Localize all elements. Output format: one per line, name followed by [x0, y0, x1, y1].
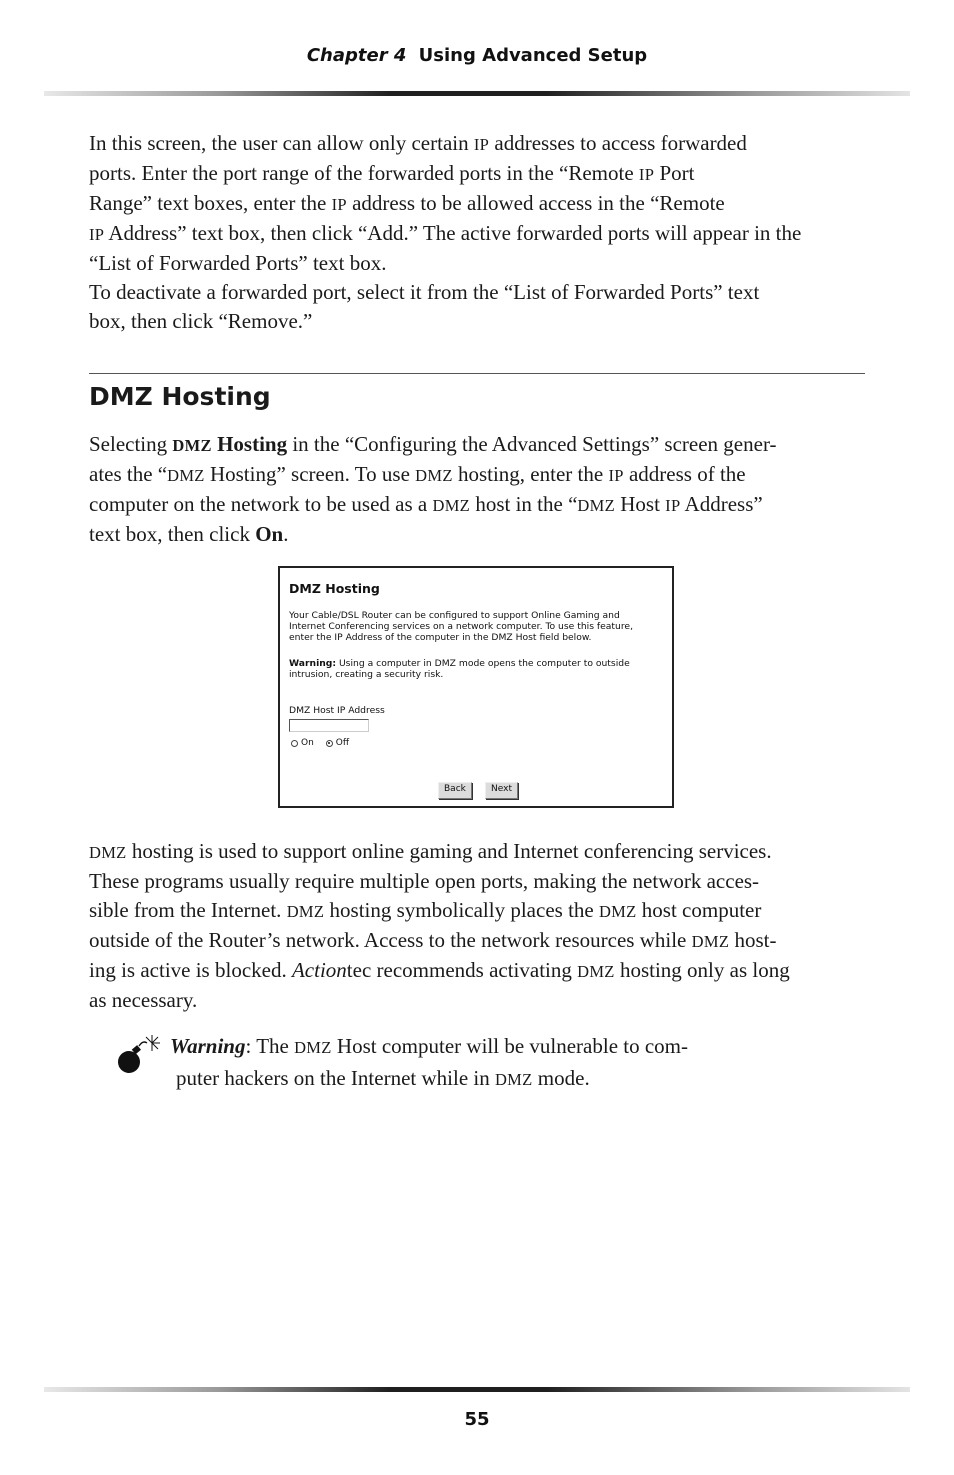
text-run: To deactivate a forwarded port, select it from the “List of Forwarded Ports” text [89, 280, 760, 304]
text-run: Host [614, 492, 666, 516]
dmz-hosting-screenshot [278, 566, 674, 808]
warning-label: Warning [170, 1034, 246, 1058]
text-run: host computer [636, 898, 762, 922]
warning-note [170, 1031, 790, 1095]
text-run: Warning: [289, 658, 337, 669]
text-run: DMZ [432, 496, 471, 515]
text-run: On [255, 522, 284, 546]
chapter-title: Using Advanced Setup [418, 45, 648, 66]
text-run: addresses to access forwarded [489, 131, 747, 155]
text-run: enter the IP Address of the computer in the DMZ Host field below. [289, 632, 592, 643]
dmz-body-text [89, 837, 869, 1015]
page-header [0, 45, 954, 66]
next-button[interactable]: Next [485, 782, 518, 799]
page-number: 55 [464, 1409, 490, 1430]
radio-off-label: Off [335, 738, 350, 748]
text-run: intrusion, creating a security risk. [289, 669, 444, 680]
text-run: IP [89, 225, 105, 244]
text-run: IP [638, 165, 655, 184]
text-run: “List of Forwarded Ports” text box. [89, 251, 387, 275]
section-title: DMZ Hosting [89, 382, 271, 411]
text-run: as necessary. [89, 988, 198, 1012]
text-run: hosting only as long [614, 958, 790, 982]
radio-on[interactable] [291, 740, 298, 747]
text-run: DMZ [172, 436, 212, 455]
text-run: hosting, enter the [452, 462, 609, 486]
text-run: host in the “ [470, 492, 578, 516]
text-run: computer on the network to be used as a [89, 492, 433, 516]
text-run: IP [331, 195, 347, 214]
text-run: Hosting [211, 432, 288, 456]
text-run: DMZ [577, 962, 615, 981]
footer-rule [44, 1387, 910, 1392]
text-run: DMZ [286, 902, 325, 921]
text-run: ports. Enter the port range of the forwarded ports in the “Remote [89, 161, 639, 185]
text-run: Hosting” screen. To use [204, 462, 416, 486]
back-button[interactable]: Back [438, 782, 472, 799]
bomb-icon [116, 1034, 164, 1076]
text-run: These programs usually require multiple open ports, making the network acces- [89, 869, 760, 893]
text-run: Action [291, 958, 347, 982]
text-run: DMZ [294, 1038, 332, 1057]
section-divider [89, 373, 865, 374]
text-run: DMZ [415, 466, 453, 485]
on-off-radio-group [291, 738, 349, 748]
text-run: ing is active is blocked. [89, 958, 292, 982]
text-run: DMZ [494, 1070, 533, 1089]
text-run: IP [473, 135, 490, 154]
dmz-host-ip-input[interactable] [289, 719, 369, 732]
screenshot-description [289, 610, 661, 643]
text-run: Port [654, 161, 695, 185]
text-run: IP [608, 466, 624, 485]
text-run: Your Cable/DSL Router can be configured to support Online Gaming and [289, 610, 620, 621]
text-run: Range” text boxes, enter the [89, 191, 332, 215]
intro-paragraph-2 [89, 278, 869, 336]
text-run: sible from the Internet. [89, 898, 287, 922]
text-run: Selecting [89, 432, 173, 456]
screenshot-title: DMZ Hosting [289, 581, 380, 596]
text-run: in the “Configuring the Advanced Settings” screen gener- [287, 432, 777, 456]
text-run: mode. [532, 1066, 590, 1090]
text-run: . [283, 522, 289, 546]
chapter-label: Chapter 4 [306, 45, 407, 66]
text-run: Host computer will be vulnerable to com- [331, 1034, 688, 1058]
text-run: Address” [680, 492, 763, 516]
text-run: address to be allowed access in the “Remote [346, 191, 725, 215]
dmz-body-paragraph [89, 837, 869, 1015]
text-run: : The [245, 1034, 295, 1058]
text-run: outside of the Router’s network. Access to the network resources while [89, 928, 692, 952]
text-run: ates the “ [89, 462, 168, 486]
text-run: In this screen, the user can allow only certain [89, 131, 474, 155]
text-run: Internet Conferencing services on a network computer. To use this feature, [289, 621, 633, 632]
text-run: Address” text box, then click “Add.” The active forwarded ports will appear in the [104, 221, 802, 245]
text-run: address of the [623, 462, 746, 486]
text-run: box, then click “Remove.” [89, 309, 313, 333]
dmz-host-ip-label: DMZ Host IP Address [289, 705, 385, 716]
text-run: tec recommends activating [346, 958, 578, 982]
text-run: puter hackers on the Internet while in [176, 1066, 495, 1090]
dmz-intro-paragraph [89, 430, 869, 549]
text-run: DMZ [691, 932, 730, 951]
text-run: text box, then click [89, 522, 256, 546]
text-run: host- [729, 928, 777, 952]
dmz-intro-text [89, 430, 869, 549]
text-run: IP [665, 496, 681, 515]
intro-paragraph-1 [89, 129, 869, 278]
text-run: DMZ [577, 496, 615, 515]
text-run: Using a computer in DMZ mode opens the computer to outside [336, 658, 630, 669]
radio-off[interactable] [326, 740, 333, 747]
screenshot-warning [289, 658, 661, 680]
intro-text [89, 129, 869, 336]
text-run: hosting is used to support online gaming and Internet conferencing services. [126, 839, 772, 863]
text-run: hosting symbolically places the [324, 898, 599, 922]
radio-on-label: On [301, 738, 314, 748]
header-rule [44, 91, 910, 96]
text-run: DMZ [598, 902, 637, 921]
text-run: DMZ [167, 466, 205, 485]
text-run: DMZ [89, 843, 127, 862]
